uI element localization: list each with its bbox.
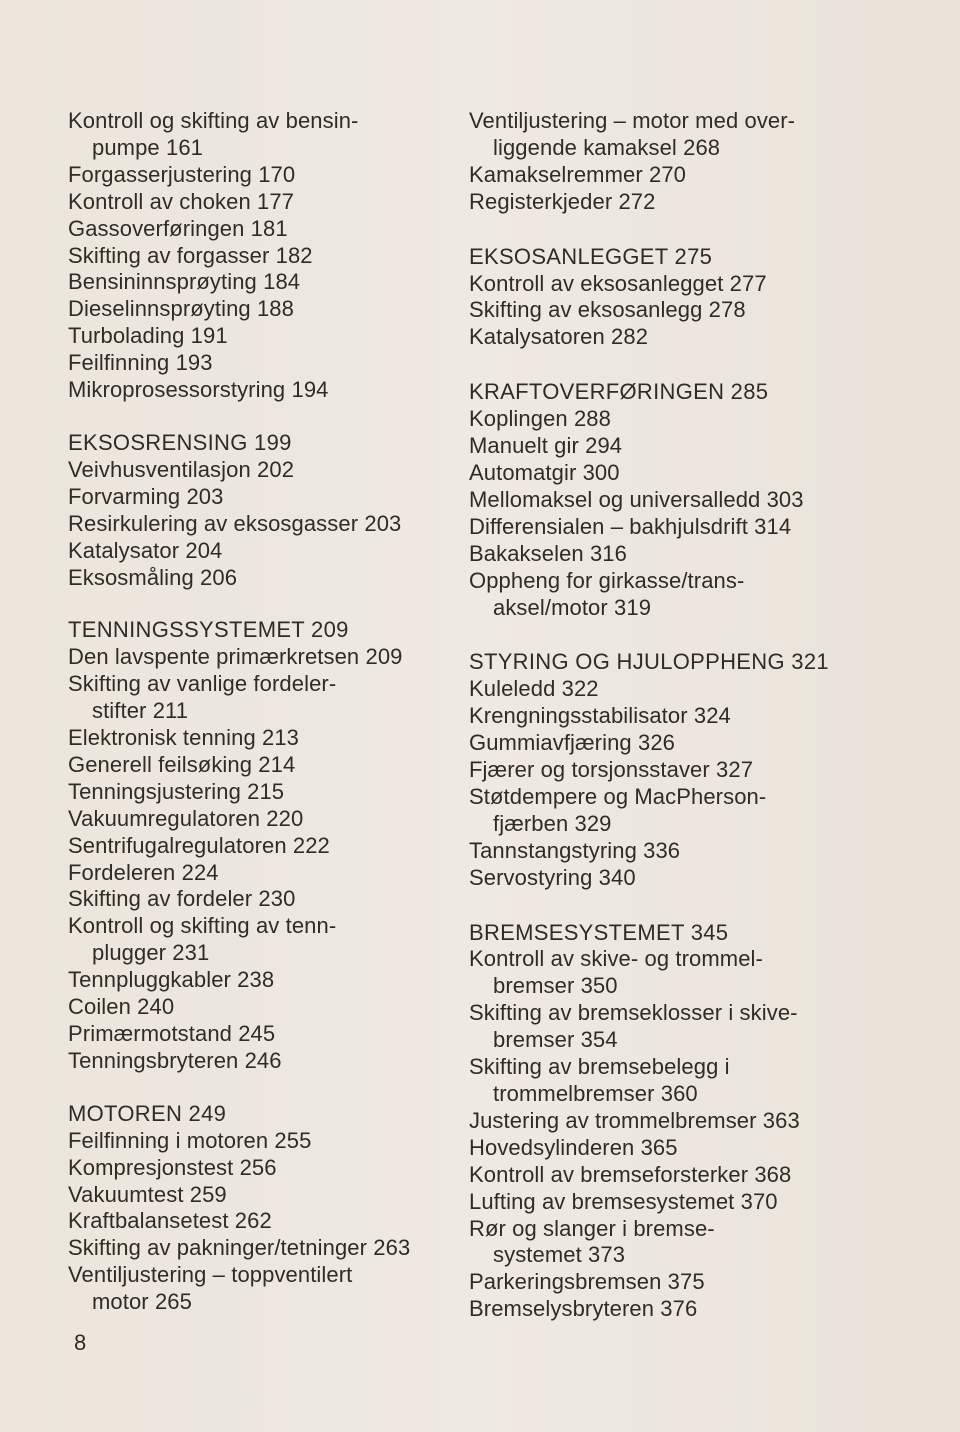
toc-entry [68,1262,448,1316]
toc-entry-continuation: fjærben 329 [493,810,612,836]
toc-entry [68,725,448,752]
section-heading: EKSOSANLEGGET 275 [469,243,713,269]
toc-entry-text: Servostyring 340 [469,864,636,890]
toc-entry-text: Tannstangstyring 336 [469,837,681,863]
toc-entry-text: Differensialen – bakhjulsdrift 314 [469,513,792,539]
toc-entry-text: Katalysatoren 282 [469,324,649,350]
toc-entry-text: Kontroll av eksosanlegget 277 [469,270,767,296]
toc-entry-text: Bakakselen 316 [469,540,627,566]
page-number: 8 [74,1330,87,1355]
toc-entry [469,487,949,514]
toc-entry [469,271,949,298]
toc-entry-text: Kontroll av bremseforsterker 368 [469,1161,792,1187]
toc-entry-text: Manuelt gir 294 [469,433,623,459]
toc-entry-text: Bremselysbryteren 376 [469,1296,698,1322]
toc-entry [469,1216,949,1270]
toc-entry-continuation: bremser 354 [493,1027,618,1053]
toc-entry-text: Turbolading 191 [68,323,228,349]
toc-entry-text: Vakuumtest 259 [68,1181,227,1207]
toc-entry [68,108,448,162]
toc-entry [469,838,949,865]
toc-entry [469,162,949,189]
toc-entry [68,484,448,511]
toc-entry [469,189,949,216]
toc-entry [469,541,949,568]
toc-entry-text: Koplingen 288 [469,406,611,432]
toc-entry [68,1208,448,1235]
toc-section [469,379,949,621]
toc-entry [68,913,448,967]
section-heading: TENNINGSSYSTEMET 209 [68,617,349,643]
toc-entry-text: Tennpluggkabler 238 [68,967,275,993]
toc-entry [68,833,448,860]
section-heading: STYRING OG HJULOPPHENG 321 [469,649,829,675]
toc-entry-text: Ventiljustering – toppventilert [68,1262,353,1288]
toc-entry [68,1128,448,1155]
toc-entry-text: Lufting av bremsesystemet 370 [469,1188,778,1214]
toc-section [68,430,448,591]
toc-entry [68,779,448,806]
toc-entry-text: Skifting av bremseklosser i skive- [469,1000,798,1026]
toc-entry-text: Parkeringsbremsen 375 [469,1269,705,1295]
toc-entry-text: Skifting av forgasser 182 [68,242,313,268]
toc-entry-text: Coilen 240 [68,994,175,1020]
toc-entry-text: Feilfinning i motoren 255 [68,1127,312,1153]
toc-entry-text: Mellomaksel og universalledd 303 [469,486,804,512]
toc-entry [68,1021,448,1048]
toc-entry-text: Gassoverføringen 181 [68,215,288,241]
toc-entry-text: Rør og slanger i bremse- [469,1215,715,1241]
toc-entry-continuation: motor 265 [92,1289,192,1315]
toc-entry-text: Skifting av vanlige fordeler- [68,671,337,697]
toc-entry-text: Fordeleren 224 [68,859,219,885]
toc-entry [68,457,448,484]
toc-entry [469,1269,949,1296]
toc-entry [469,784,949,838]
toc-entry-text: Kompresjonstest 256 [68,1154,277,1180]
toc-entry-text: Justering av trommelbremser 363 [469,1107,800,1133]
toc-entry [68,323,448,350]
toc-entry [469,1189,949,1216]
toc-entry-text: Veivhusventilasjon 202 [68,456,295,482]
toc-entry [469,703,949,730]
toc-entry-continuation: aksel/motor 319 [493,594,652,620]
toc-entry [68,671,448,725]
toc-entry [68,189,448,216]
section-heading: EKSOSRENSING 199 [68,429,292,455]
toc-section [68,617,448,1074]
toc-entry [68,162,448,189]
toc-entry-text: Kraftbalansetest 262 [68,1208,272,1234]
left-column [68,108,448,1316]
toc-section [469,649,949,891]
toc-entry-continuation: stifter 211 [92,698,189,724]
toc-entry-text: Kuleledd 322 [469,676,599,702]
toc-entry [469,1296,949,1323]
toc-entry-text: Primærmotstand 245 [68,1021,276,1046]
toc-entry [469,406,949,433]
toc-entry [469,1054,949,1108]
toc-entry-text: Resirkulering av eksosgasser 203 [68,510,402,536]
toc-entry [68,216,448,243]
toc-entry-text: Automatgir 300 [469,459,620,485]
toc-entry [68,269,448,296]
toc-section [68,108,448,404]
toc-entry [469,946,949,1000]
toc-entry [469,757,949,784]
toc-entry [68,296,448,323]
toc-entry [469,433,949,460]
toc-entry-text: Kontroll av choken 177 [68,188,295,214]
toc-section [469,920,949,1324]
toc-entry [68,806,448,833]
toc-entry [68,752,448,779]
toc-entry-text: Fjærer og torsjonsstaver 327 [469,757,754,783]
toc-entry-text: Hovedsylinderen 365 [469,1134,678,1160]
toc-entry [68,1235,448,1262]
toc-entry [68,377,448,404]
toc-entry-text: Skifting av pakninger/tetninger 263 [68,1235,411,1261]
toc-entry-text: Bensininnsprøyting 184 [68,269,301,295]
toc-entry [68,511,448,538]
toc-entry-text: Forgasserjustering 170 [68,161,296,187]
toc-entry-text: Støtdempere og MacPherson- [469,783,767,809]
toc-entry-text: Skifting av fordeler 230 [68,886,296,912]
toc-entry-text: Skifting av eksosanlegg 278 [469,297,746,323]
right-column [469,108,949,1323]
toc-entry-text: Sentrifugalregulatoren 222 [68,832,330,858]
toc-entry-continuation: systemet 373 [493,1242,626,1268]
toc-entry-text: Dieselinnsprøyting 188 [68,296,294,322]
toc-entry [469,676,949,703]
toc-entry-text: Tenningsbryteren 246 [68,1047,282,1073]
toc-entry-text: Kontroll og skifting av tenn- [68,913,337,939]
toc-entry [68,1182,448,1209]
toc-entry [68,350,448,377]
toc-entry-text: Feilfinning 193 [68,350,213,376]
toc-entry [469,730,949,757]
toc-entry [469,1000,949,1054]
toc-entry [68,860,448,887]
toc-entry-continuation: pumpe 161 [92,134,203,160]
toc-entry [68,565,448,592]
toc-entry-text: Gummiavfjæring 326 [469,730,675,756]
toc-entry [469,324,949,351]
toc-entry-text: Eksosmåling 206 [68,564,238,590]
toc-entry-text: Krengningsstabilisator 324 [469,703,731,729]
toc-entry [68,1155,448,1182]
toc-entry [469,1108,949,1135]
section-heading: MOTOREN 249 [68,1100,227,1126]
toc-entry [469,108,949,162]
toc-entry-continuation: plugger 231 [92,940,210,966]
toc-entry-text: Oppheng for girkasse/trans- [469,567,745,593]
toc-entry-text: Katalysator 204 [68,537,223,563]
toc-entry-text: Registerkjeder 272 [469,188,656,214]
toc-entry-text: Forvarming 203 [68,483,224,509]
toc-entry-continuation: liggende kamaksel 268 [493,134,721,160]
toc-entry-text: Tenningsjustering 215 [68,778,285,804]
toc-entry [469,514,949,541]
toc-section [469,108,949,216]
toc-entry [68,886,448,913]
toc-entry [469,865,949,892]
toc-entry-continuation: bremser 350 [493,973,618,999]
toc-entry [68,994,448,1021]
toc-entry [469,1162,949,1189]
toc-entry [68,967,448,994]
toc-entry-text: Kontroll av skive- og trommel- [469,946,763,972]
toc-entry [469,1135,949,1162]
toc-entry-text: Skifting av bremsebelegg i [469,1054,730,1080]
toc-entry-text: Mikroprosessorstyring 194 [68,377,329,403]
toc-entry [68,538,448,565]
toc-entry-text: Elektronisk tenning 213 [68,725,300,751]
toc-section [469,244,949,352]
toc-entry-text: Den lavspente primærkretsen 209 [68,644,403,670]
toc-entry [68,243,448,270]
toc-entry [469,568,949,622]
section-heading: KRAFTOVERFØRINGEN 285 [469,379,769,405]
toc-entry-text: Ventiljustering – motor med over- [469,108,796,133]
toc-entry-text: Generell feilsøking 214 [68,751,296,777]
toc-entry-continuation: trommelbremser 360 [493,1081,698,1106]
toc-section [68,1101,448,1316]
toc-entry-text: Kamakselremmer 270 [469,161,686,187]
toc-entry [469,460,949,487]
toc-entry-text: Vakuumregulatoren 220 [68,805,304,831]
toc-entry [68,1048,448,1075]
toc-entry [469,297,949,324]
toc-entry-text: Kontroll og skifting av bensin- [68,108,359,133]
toc-entry [68,644,448,671]
section-heading: BREMSESYSTEMET 345 [469,919,729,945]
